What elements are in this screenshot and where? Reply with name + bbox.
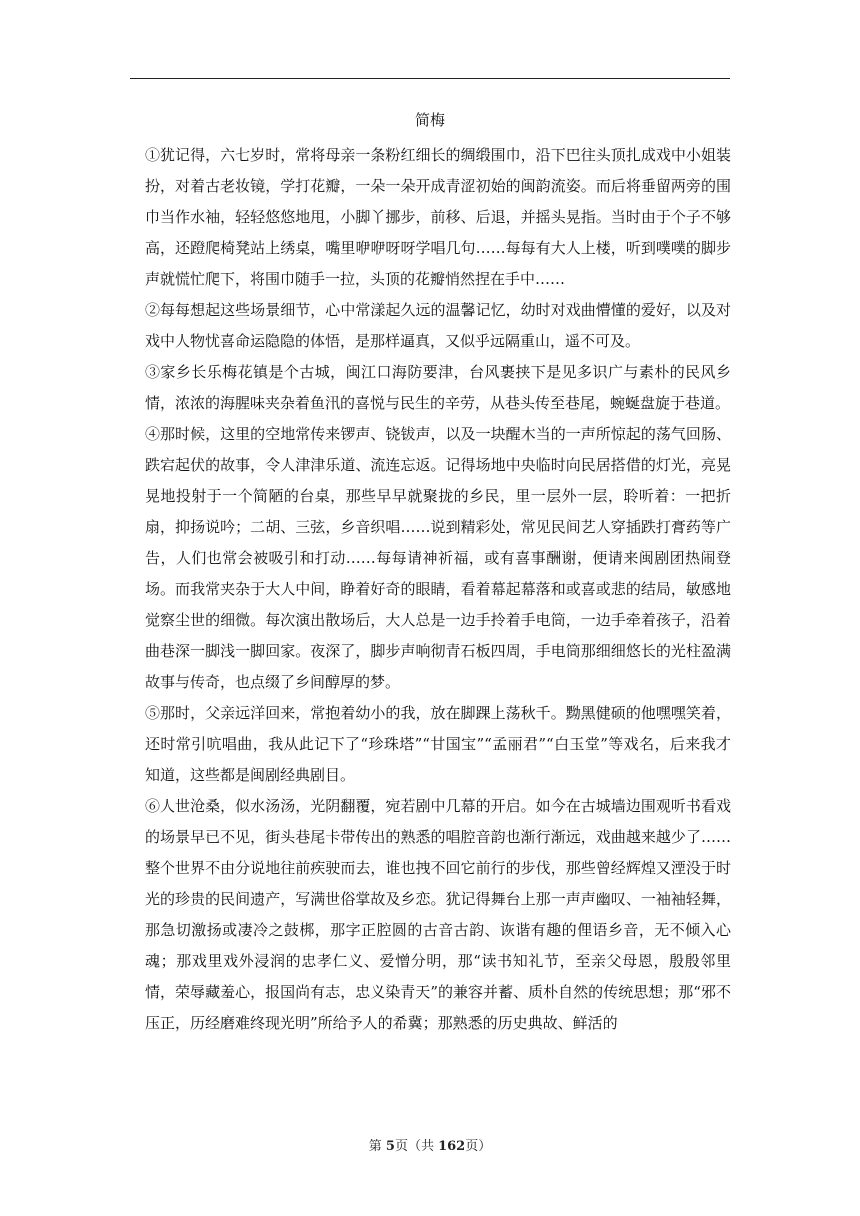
footer-suffix: 页） bbox=[465, 1139, 492, 1154]
document-body bbox=[145, 140, 731, 1039]
paragraph-4: ④那时候，这里的空地常传来锣声、铙钹声，以及一块醒木当的一声所惊起的荡气回肠、跌宕起伏的故事，令人津津乐道、流连忘返。记得场地中央临时向民居搭借的灯光，亮晃晃地投射于一个简陋的台桌，那些早早就聚拢的乡民，里一层外一层，聆听着：一把折扇，抑扬说吟；二胡、三弦，乡音织唱……说到精彩处，常见民间艺人穿插跌打膏药等广告，人们也常会被吸引和打动……每每请神祈福，或有喜事酬谢，便请来闽剧团热闹登场。而我常夹杂于大人中间，睁着好奇的眼睛，看着幕起幕落和或喜或悲的结局，敏感地觉察尘世的细微。每次演出散场后，大人总是一边手拎着手电筒，一边手牵着孩子，沿着曲巷深一脚浅一脚回家。夜深了，脚步声响彻青石板四周，手电筒那细细悠长的光柱盈满故事与传奇，也点缀了乡间醇厚的梦。 bbox=[145, 425, 731, 691]
total-pages: 162 bbox=[438, 1139, 466, 1154]
paragraph-1: ①犹记得，六七岁时，常将母亲一条粉红细长的绸缎围巾，沿下巴往头顶扎成戏中小姐装扮，对着古老妆镜，学打花瓣，一朵一朵开成青涩初始的闽韵流姿。而后将垂留两旁的围巾当作水袖，轻轻悠悠地甩，小脚丫挪步，前移、后退，并摇头晃指。当时由于个子不够高，还蹬爬椅凳站上绣桌，嘴里咿咿呀呀学唱几句……每每有大人上楼，听到噗噗的脚步声就慌忙爬下，将围巾随手一拉，头顶的花瓣悄然捏在手中…… bbox=[145, 146, 731, 288]
document-title: 简梅 bbox=[414, 111, 445, 129]
page-footer bbox=[130, 1138, 730, 1156]
paragraph-2: ②每每想起这些场景细节，心中常漾起久远的温馨记忆，幼时对戏曲懵懂的爱好，以及对戏中人物忧喜命运隐隐的体悟，是那样逼真，又似乎远隔重山，遥不可及。 bbox=[145, 301, 731, 350]
paragraph-5: ⑤那时，父亲远洋回来，常抱着幼小的我，放在脚踝上荡秋千。黝黑健硕的他嘿嘿笑着，还时常引吭唱曲，我从此记下了“珍珠塔”“甘国宝”“孟丽君”“白玉堂”等戏名，后来我才知道，这些都是闽剧经典剧目。 bbox=[145, 704, 731, 784]
page-number: 5 bbox=[385, 1139, 395, 1154]
paragraph-6: ⑥人世沧桑，似水汤汤，光阴翻覆，宛若剧中几幕的开启。如今在古城墙边围观听书看戏的场景早已不见，街头巷尾卡带传出的熟悉的唱腔音韵也渐行渐远，戏曲越来越少了……整个世界不由分说地往前疾驶而去，谁也拽不回它前行的步伐，那些曾经辉煌又湮没于时光的珍贵的民间遗产，写满世俗掌故及乡恋。犹记得舞台上那一声声幽叹、一袖袖轻舞，那急切激扬或凄冷之鼓梆，那字正腔圆的古音古韵、诙谐有趣的俚语乡音，无不倾入心魂；那戏里戏外浸润的忠孝仁义、爱憎分明，那“读书知礼节，至亲父母恩，殷殷邻里情，荣辱藏羞心，报国尚有志，忠义染青天”的兼容并蓄、质朴自然的传统思想；那“邪不压正，历经磨难终现光明”所给予人的希冀；那熟悉的历史典故、鲜活的 bbox=[145, 797, 731, 1032]
footer-prefix: 第 bbox=[368, 1139, 386, 1154]
header-rule bbox=[130, 78, 730, 79]
paragraph-3: ③家乡长乐梅花镇是个古城，闽江口海防要津，台风裹挟下是见多识广与素朴的民风乡情，浓浓的海腥味夹杂着鱼汛的喜悦与民生的辛劳，从巷头传至巷尾，蜿蜒盘旋于巷道。 bbox=[145, 363, 731, 412]
footer-middle: 页（共 bbox=[394, 1139, 439, 1154]
